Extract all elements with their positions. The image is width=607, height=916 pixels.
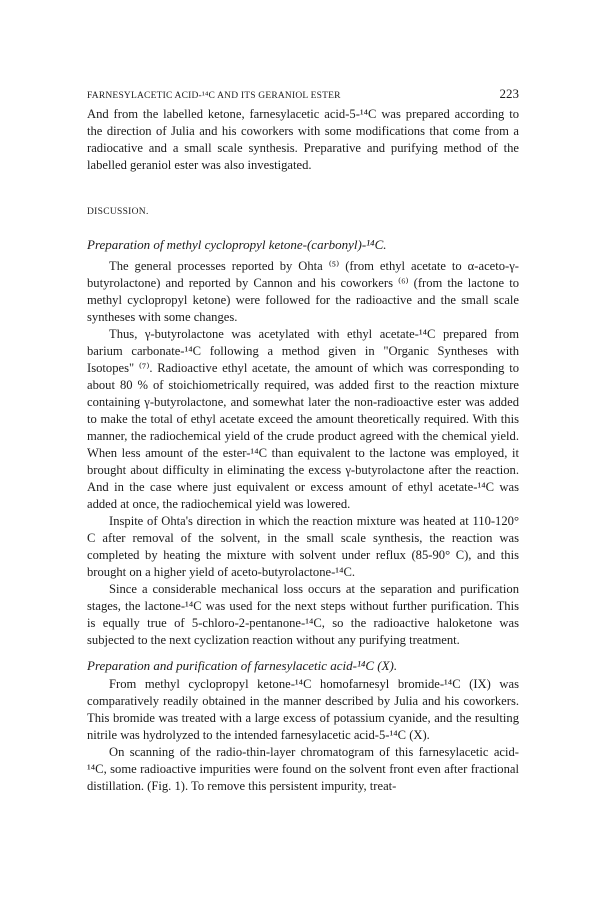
subheading-farnesylacetic: Preparation and purification of farnesylacetic acid-¹⁴C (X). — [87, 658, 398, 673]
running-head — [87, 86, 519, 102]
paragraph-scanning: On scanning of the radio-thin-layer chromatogram of this farnesylacetic acid-¹⁴C, some radioactive impurities were found on the solvent front even after fractional distillation. (Fig. 1). To remove this persistent impurity, treat- — [87, 745, 519, 793]
body-text — [87, 106, 519, 795]
paragraph-homofarnesyl: From methyl cyclopropyl ketone-¹⁴C homofarnesyl bromide-¹⁴C (IX) was comparatively readily obtained in the manner described by Julia and his coworkers. This bromide was treated with a large excess of potassium cyanide, and the resulting nitrile was hydrolyzed to the intended farnesylacetic acid-5-¹⁴C (X). — [87, 677, 519, 742]
section-heading-discussion: DISCUSSION. — [87, 207, 149, 217]
paragraph-general-processes: The general processes reported by Ohta ⁽⁵⁾ (from ethyl acetate to α-aceto-γ-butyrolactone) and reported by Cannon and his coworkers ⁽⁶⁾ (from the lactone to methyl cyclopropyl ketone) were followed for the radioactive and the small scale syntheses with some changes. — [87, 259, 519, 324]
subheading-ketone: Preparation of methyl cyclopropyl ketone-(carbonyl)-¹⁴C. — [87, 237, 387, 252]
page-number: 223 — [499, 86, 519, 101]
paragraph-acetylation: Thus, γ-butyrolactone was acetylated with ethyl acetate-¹⁴C prepared from barium carbonate-¹⁴C following a method given in "Organic Syntheses with Isotopes" ⁽⁷⁾. Radioactive ethyl acetate, the amount of which was corresponding to about 80 % of stoichiometrically required, was added first to the reaction mixture containing γ-butyrolactone, and somewhat later the non-radioactive ester was added to make the total of ethyl acetate exceed the amount theoretically required. With this manner, the radiochemical yield of the crude product agreed with the chemical yield. When less amount of the ester-¹⁴C than equivalent to the lactone was employed, it brought about difficulty in eliminating the excess γ-butyrolactone after the reaction. And in the case where just equivalent or excess amount of ethyl acetate-¹⁴C was added at once, the radiochemical yield was lowered. — [87, 327, 519, 511]
running-head-title: FARNESYLACETIC ACID-¹⁴C AND ITS GERANIOL ESTER — [87, 91, 341, 101]
paragraph-mechanical-loss: Since a considerable mechanical loss occurs at the separation and purification stages, the lactone-¹⁴C was used for the next steps without further purification. This is equally true of 5-chloro-2-pentanone-¹⁴C, so the radioactive haloketone was subjected to the next cyclization reaction without any purifying treatment. — [87, 582, 519, 647]
paragraph-ohta-direction: Inspite of Ohta's direction in which the reaction mixture was heated at 110-120° C after removal of the solvent, in the small scale synthesis, the reaction was completed by heating the mixture with solvent under reflux (85-90° C), and this brought on a higher yield of aceto-butyrolactone-¹⁴C. — [87, 514, 519, 579]
paragraph-intro: And from the labelled ketone, farnesylacetic acid-5-¹⁴C was prepared according to the direction of Julia and his coworkers with some modifications that come from a radiocative and a small scale synthesis. Preparative and purifying method of the labelled geraniol ester was also investigated. — [87, 107, 519, 172]
